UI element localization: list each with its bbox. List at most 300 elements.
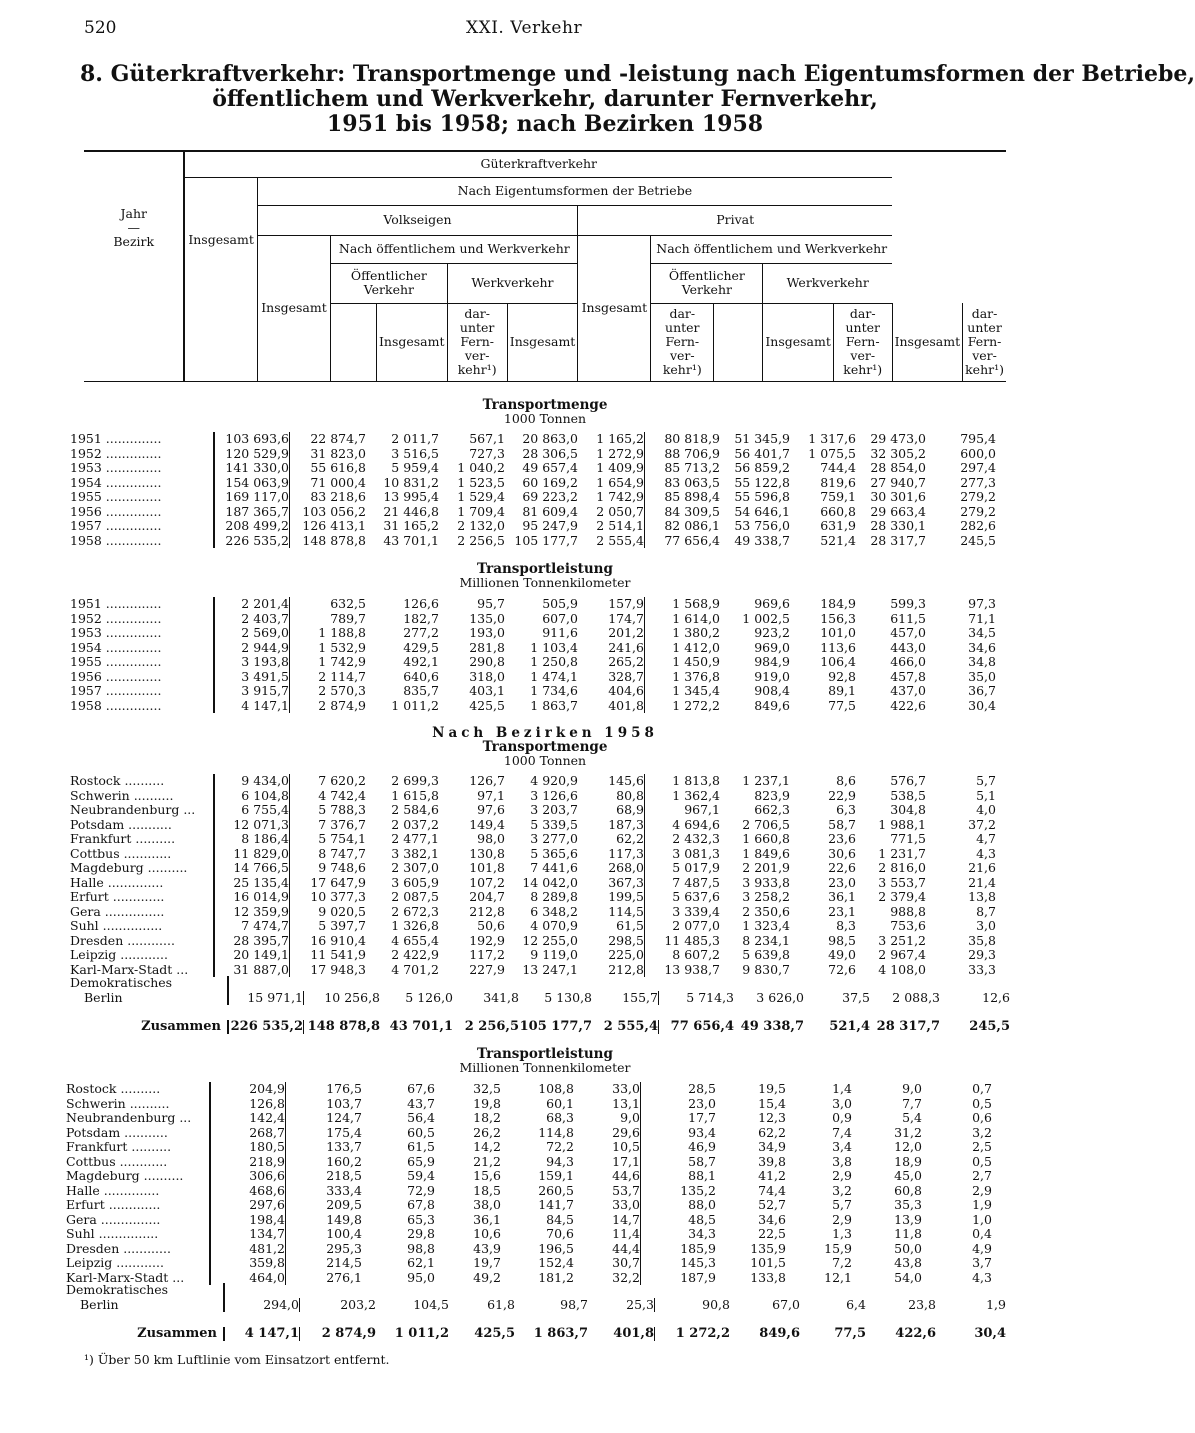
value-cell: 1 615,8 (391, 787, 439, 803)
title-line-1: 8. Güterkraftverkehr: Transportmenge und -leistung nach Eigentumsformen der Betriebe, (80, 61, 1195, 87)
value-cell: 81 609,4 (522, 503, 578, 519)
value-cell: 29 663,4 (870, 503, 926, 519)
header-privat-insgesamt: Insgesamt (578, 235, 651, 381)
row-label: Frankfurt .......... (66, 1139, 172, 1154)
value-cell: 2 114,7 (290, 670, 367, 685)
spacer-row (66, 1312, 1006, 1327)
value-cell: 6 348,2 (530, 903, 578, 919)
row-label: Leipzig ............ (70, 947, 168, 962)
value-cell: 35,0 (968, 668, 996, 684)
value-cell: 53,7 (612, 1182, 640, 1198)
value-cell: 149,4 (469, 816, 505, 832)
row-label: Cottbus ............ (66, 1153, 168, 1169)
value-cell: 2 037,2 (391, 816, 439, 832)
value-cell: 37,2 (968, 816, 996, 832)
page-number: 520 (84, 18, 117, 38)
oeff-label-2: Verkehr (681, 282, 732, 297)
row-label: 1952 .............. (70, 610, 162, 626)
value-cell: 297,6 (210, 1198, 286, 1213)
value-cell: 2 011,7 (391, 431, 439, 446)
value-cell: 25,3 (626, 1296, 654, 1312)
table-row (70, 803, 996, 818)
value-cell: 1 863,7 (530, 697, 578, 713)
value-cell: 117,2 (469, 947, 505, 962)
row-label: Dresden ............ (66, 1240, 171, 1256)
row-label: 1951 .............. (70, 431, 162, 446)
value-cell: 662,3 (754, 802, 790, 817)
value-cell: 17,1 (612, 1153, 640, 1169)
table-tm-berlin-total (70, 976, 1010, 1034)
row-label: 1955 .............. (70, 489, 162, 504)
table-row (66, 1097, 992, 1112)
value-cell: 58,7 (828, 816, 856, 832)
value-cell: 30,4 (968, 697, 996, 713)
value-cell: 28 317,7 (876, 1018, 940, 1034)
value-cell: 72,9 (407, 1182, 435, 1198)
value-cell: 22,9 (828, 787, 856, 803)
value-cell: 187,3 (608, 816, 644, 832)
value-cell: 3 626,0 (756, 989, 804, 1005)
value-cell: 15,9 (824, 1240, 852, 1256)
value-cell: 988,8 (890, 903, 926, 919)
value-cell: 21,6 (968, 860, 996, 875)
value-cell: 7 474,7 (214, 919, 290, 934)
header-p-werkverkehr: Werkverkehr (763, 263, 892, 303)
value-cell: 141 330,0 (214, 461, 290, 476)
row-label: Erfurt ............. (66, 1197, 161, 1212)
value-cell: 60,8 (894, 1182, 922, 1198)
value-cell: 2 555,4 (603, 1018, 658, 1034)
row-label: Frankfurt .......... (70, 831, 176, 846)
value-cell: 2,9 (972, 1182, 992, 1198)
value-cell: 12,1 (824, 1269, 852, 1285)
header-p-werk-darunter (963, 303, 1006, 381)
value-cell: 152,4 (538, 1255, 574, 1270)
value-cell: 279,2 (960, 503, 996, 519)
value-cell: 34,8 (968, 654, 996, 669)
value-cell: 1 409,9 (596, 460, 644, 475)
value-cell: 67,6 (407, 1081, 435, 1096)
value-cell: 425,5 (469, 697, 505, 713)
value-cell: 31,2 (894, 1124, 922, 1140)
section-transportmenge-jahre (84, 398, 1006, 426)
value-cell: 9 748,6 (290, 861, 367, 876)
value-cell: 306,6 (210, 1169, 286, 1184)
value-cell: 795,4 (960, 431, 996, 446)
row-label: 1952 .............. (70, 445, 162, 461)
value-cell: 60,1 (546, 1095, 574, 1111)
fern: Fern- (967, 333, 1002, 349)
section-title: Transportleistung (477, 561, 613, 577)
value-cell: 97,6 (477, 802, 505, 817)
value-cell: 3 553,7 (878, 874, 926, 890)
section-title: Transportmenge (482, 397, 608, 413)
value-cell: 33,3 (968, 961, 996, 977)
row-label: Karl-Marx-Stadt ... (70, 961, 189, 977)
value-cell: 30,4 (974, 1325, 1006, 1341)
value-cell: 141,7 (538, 1197, 574, 1212)
value-cell: 2 514,1 (596, 518, 644, 533)
value-cell: 148 878,8 (304, 1020, 381, 1035)
value-cell: 193,0 (469, 625, 505, 640)
table-row (66, 1198, 992, 1213)
value-cell: 3 516,5 (391, 445, 439, 461)
value-cell: 72,6 (828, 961, 856, 977)
value-cell: 98,5 (828, 932, 856, 948)
value-cell: 1 709,4 (457, 503, 505, 519)
value-cell: 145,6 (608, 773, 644, 788)
value-cell: 13,8 (968, 889, 996, 904)
value-cell: 660,8 (820, 503, 856, 519)
value-cell: 160,2 (286, 1155, 363, 1170)
value-cell: 14,7 (612, 1211, 640, 1227)
table-row (70, 934, 996, 949)
value-cell: 1 474,1 (530, 668, 578, 684)
value-cell: 1,3 (832, 1226, 852, 1241)
value-cell: 969,0 (754, 639, 790, 655)
value-cell: 93,4 (641, 1126, 717, 1141)
value-cell: 149,8 (286, 1213, 363, 1228)
value-cell: 36,1 (473, 1211, 501, 1227)
value-cell: 23,1 (828, 903, 856, 919)
value-cell: 1 568,9 (645, 597, 721, 612)
value-cell: 105 177,7 (514, 532, 578, 548)
table-row (70, 832, 996, 847)
value-cell: 227,9 (469, 961, 505, 977)
value-cell: 175,4 (286, 1126, 363, 1141)
value-cell: 184,9 (820, 596, 856, 611)
value-cell: 14 766,5 (214, 861, 290, 876)
value-cell: 4,3 (972, 1269, 992, 1285)
row-label: Schwerin .......... (70, 787, 174, 803)
value-cell: 120 529,9 (214, 447, 290, 462)
value-cell: 5 339,5 (530, 816, 578, 832)
row-label: 1955 .............. (70, 654, 162, 669)
value-cell: 9 830,7 (742, 961, 790, 977)
row-label: Magdeburg .......... (70, 860, 188, 875)
value-cell: 7,2 (832, 1255, 852, 1270)
value-cell: 98,7 (560, 1296, 588, 1312)
value-cell: 1 660,8 (742, 831, 790, 846)
row-label: Gera ............... (70, 903, 165, 919)
value-cell: 225,0 (608, 947, 644, 962)
value-cell: 32 305,2 (870, 445, 926, 461)
value-cell: 203,2 (300, 1298, 377, 1313)
value-cell: 50,0 (894, 1240, 922, 1256)
value-cell: 576,7 (890, 773, 926, 788)
value-cell: 2 699,3 (391, 773, 439, 788)
value-cell: 101,8 (469, 860, 505, 875)
row-label: Neubrandenburg ... (70, 802, 196, 817)
value-cell: 11 541,9 (290, 948, 367, 963)
value-cell: 15,6 (473, 1168, 501, 1183)
row-label: Magdeburg .......... (66, 1168, 184, 1183)
value-cell: 45,0 (894, 1168, 922, 1183)
value-cell: 104,5 (413, 1296, 449, 1312)
column-header (84, 150, 1006, 382)
table-row (66, 1242, 992, 1257)
row-label: 1958 .............. (70, 697, 162, 713)
value-cell: 277,3 (960, 474, 996, 490)
value-cell: 61,5 (407, 1139, 435, 1154)
value-cell: 105 177,7 (519, 1018, 592, 1034)
value-cell: 214,5 (286, 1256, 363, 1271)
header-spacer (184, 303, 257, 381)
value-cell: 14,2 (473, 1139, 501, 1154)
value-cell: 21,4 (968, 874, 996, 890)
unter: unter (459, 320, 495, 335)
value-cell: 54 646,1 (734, 503, 790, 519)
table-row (70, 847, 996, 862)
row-label: Leipzig ............ (66, 1255, 164, 1270)
value-cell: 209,5 (286, 1198, 363, 1213)
table-transportmenge-jahre (70, 432, 996, 548)
value-cell: 5 397,7 (290, 919, 367, 934)
value-cell: 5,4 (902, 1110, 922, 1125)
value-cell: 26,2 (473, 1124, 501, 1140)
value-cell: 38,0 (473, 1197, 501, 1212)
value-cell: 62,1 (407, 1255, 435, 1270)
value-cell: 281,8 (469, 639, 505, 655)
value-cell: 3 605,9 (391, 874, 439, 890)
value-cell: 97,1 (477, 787, 505, 803)
value-cell: 4,0 (976, 802, 996, 817)
value-cell: 8 186,4 (214, 832, 290, 847)
value-cell: 4 108,0 (878, 961, 926, 977)
value-cell: 744,4 (820, 460, 856, 475)
value-cell: 29,8 (407, 1226, 435, 1241)
spacer-cell (66, 1312, 1006, 1327)
value-cell: 4 694,6 (645, 818, 721, 833)
value-cell: 113,6 (820, 639, 856, 655)
value-cell: 88 706,9 (645, 447, 721, 462)
value-cell: 2 307,0 (391, 860, 439, 875)
table-row (66, 1082, 992, 1097)
value-cell: 1 188,8 (290, 626, 367, 641)
value-cell: 114,5 (608, 903, 644, 919)
total-label: Zusammen (137, 1325, 217, 1341)
value-cell: 49 657,4 (522, 460, 578, 475)
value-cell: 2 077,0 (645, 919, 721, 934)
value-cell: 174,7 (608, 610, 644, 626)
value-cell: 84,5 (546, 1211, 574, 1227)
value-cell: 2 422,9 (391, 947, 439, 962)
value-cell: 8 234,1 (742, 932, 790, 948)
row-label: Halle .............. (70, 874, 164, 890)
value-cell: 34,5 (968, 625, 996, 640)
value-cell: 0,7 (972, 1081, 992, 1096)
value-cell: 204,7 (469, 889, 505, 904)
value-cell: 46,9 (641, 1140, 717, 1155)
value-cell: 984,9 (754, 654, 790, 669)
value-cell: 3 933,8 (742, 874, 790, 890)
table-row (70, 447, 996, 462)
value-cell: 268,0 (608, 860, 644, 875)
value-cell: 77 656,4 (645, 534, 721, 549)
value-cell: 2 050,7 (596, 503, 644, 519)
value-cell: 31 887,0 (214, 963, 290, 978)
value-cell: 911,6 (542, 625, 578, 640)
value-cell: 69 223,2 (522, 489, 578, 504)
value-cell: 2,9 (832, 1211, 852, 1227)
table-transportleistung-bezirke (66, 1082, 992, 1285)
footnote: ¹) Über 50 km Luftlinie vom Einsatzort entfernt. (84, 1352, 390, 1367)
row-label: Gera ............... (66, 1211, 161, 1227)
value-cell: 849,6 (759, 1325, 800, 1341)
header-spacer (84, 303, 184, 381)
value-cell: 20 863,0 (522, 431, 578, 446)
row-label: Berlin (84, 989, 123, 1005)
value-cell: 759,1 (820, 489, 856, 504)
value-cell: 56,4 (407, 1110, 435, 1125)
value-cell: 85 898,4 (645, 490, 721, 505)
value-cell: 89,1 (828, 683, 856, 698)
value-cell: 55 122,8 (734, 474, 790, 490)
value-cell: 4,7 (976, 831, 996, 846)
table-row (70, 976, 1010, 991)
value-cell: 1 742,9 (596, 489, 644, 504)
value-cell: 17,7 (641, 1111, 717, 1126)
kehr: kehr¹) (662, 362, 702, 377)
total-label: Zusammen (141, 1018, 221, 1034)
value-cell: 1,9 (972, 1197, 992, 1212)
value-cell: 8 289,8 (530, 889, 578, 904)
value-cell: 1 412,0 (645, 641, 721, 656)
value-cell: 771,5 (890, 831, 926, 846)
value-cell: 2 201,9 (742, 860, 790, 875)
header-volkseigen-nach: Nach öffentlichem und Werkverkehr (331, 235, 578, 263)
value-cell: 4,9 (972, 1240, 992, 1256)
ver: ver- (464, 348, 490, 363)
value-cell: 9 020,5 (290, 905, 367, 920)
value-cell: 126 413,1 (290, 519, 367, 534)
value-cell: 6 755,4 (214, 803, 290, 818)
value-cell: 77 656,4 (659, 1020, 735, 1035)
value-cell: 2 403,7 (214, 612, 290, 627)
value-cell: 1 849,6 (742, 845, 790, 861)
row-label: Neubrandenburg ... (66, 1110, 192, 1125)
row-label: Erfurt ............. (70, 889, 165, 904)
value-cell: 1,9 (986, 1296, 1006, 1312)
value-cell: 1 529,4 (457, 489, 505, 504)
value-cell: 481,2 (210, 1242, 286, 1257)
value-cell: 43,7 (407, 1095, 435, 1111)
total-row (66, 1327, 1006, 1342)
value-cell: 466,0 (890, 654, 926, 669)
value-cell: 3 193,8 (214, 655, 290, 670)
value-cell: 7,7 (902, 1095, 922, 1111)
value-cell: 919,0 (754, 668, 790, 684)
value-cell: 294,0 (224, 1298, 300, 1313)
value-cell: 7 620,2 (290, 774, 367, 789)
value-cell: 1 323,4 (742, 918, 790, 933)
value-cell: 130,8 (469, 845, 505, 861)
value-cell: 34,6 (758, 1211, 786, 1227)
value-cell: 2 256,5 (457, 532, 505, 548)
section-unit: Millionen Tonnenkilometer (459, 1060, 631, 1075)
value-cell: 279,2 (960, 489, 996, 504)
value-cell: 15,4 (758, 1095, 786, 1111)
value-cell: 2 570,3 (290, 684, 367, 699)
table-row (66, 1126, 992, 1141)
row-label: 1953 .............. (70, 625, 162, 640)
table-row (70, 890, 996, 905)
value-cell: 22,5 (758, 1226, 786, 1241)
row-label: 1951 .............. (70, 596, 162, 611)
row-label: 1956 .............. (70, 668, 162, 684)
value-cell: 49 338,7 (734, 532, 790, 548)
value-cell: 126,6 (403, 596, 439, 611)
value-cell: 44,4 (612, 1240, 640, 1256)
value-cell: 3,7 (972, 1255, 992, 1270)
value-cell: 88,1 (641, 1169, 717, 1184)
value-cell: 28 854,0 (870, 460, 926, 475)
value-cell: 2 706,5 (742, 816, 790, 832)
value-cell: 126,7 (469, 773, 505, 788)
value-cell: 1 272,9 (596, 445, 644, 461)
table-tl-berlin-total (66, 1283, 1006, 1341)
value-cell: 5,7 (976, 773, 996, 788)
value-cell: 39,8 (758, 1153, 786, 1169)
value-cell: 95 247,9 (522, 518, 578, 533)
value-cell: 401,8 (613, 1325, 654, 1341)
table-row (70, 505, 996, 520)
table-row (70, 905, 996, 920)
value-cell: 28,5 (641, 1082, 717, 1097)
fern: Fern- (665, 334, 700, 349)
row-label: Halle .............. (66, 1182, 160, 1198)
value-cell: 443,0 (890, 639, 926, 655)
value-cell: 29,6 (612, 1124, 640, 1140)
value-cell: 422,6 (890, 697, 926, 713)
table-row (70, 490, 996, 505)
value-cell: 3 915,7 (214, 684, 290, 699)
row-label: 1954 .............. (70, 639, 162, 655)
value-cell: 18,5 (473, 1182, 501, 1198)
value-cell: 101,5 (750, 1255, 786, 1270)
value-cell: 1 813,8 (645, 774, 721, 789)
value-cell: 23,0 (641, 1097, 717, 1112)
value-cell: 108,8 (538, 1081, 574, 1096)
value-cell: 1 376,8 (645, 670, 721, 685)
value-cell: 21,2 (473, 1153, 501, 1169)
value-cell: 2 201,4 (214, 597, 290, 612)
value-cell: 2,9 (832, 1168, 852, 1183)
value-cell: 2,7 (972, 1168, 992, 1183)
value-cell: 44,6 (612, 1168, 640, 1183)
header-v-werk-insgesamt: Insgesamt (507, 303, 578, 381)
table-row (70, 699, 996, 714)
value-cell: 34,6 (968, 639, 996, 655)
value-cell: 5 754,1 (290, 832, 367, 847)
table-row (70, 818, 996, 833)
value-cell: 21 446,8 (383, 503, 439, 519)
value-cell: 1 614,0 (645, 612, 721, 627)
table-row (70, 432, 996, 447)
value-cell: 457,8 (890, 668, 926, 684)
value-cell: 245,5 (969, 1018, 1010, 1034)
dar: dar- (669, 306, 696, 321)
value-cell: 106,4 (820, 654, 856, 669)
table-row (66, 1298, 1006, 1313)
value-cell: 117,3 (608, 845, 644, 861)
value-cell: 82 086,1 (645, 519, 721, 534)
value-cell: 2 379,4 (878, 889, 926, 904)
value-cell: 1 345,4 (645, 684, 721, 699)
unter: unter (665, 320, 700, 335)
value-cell: 538,5 (890, 787, 926, 803)
header-eigentumsformen: Nach Eigentumsformen der Betriebe (257, 177, 892, 205)
